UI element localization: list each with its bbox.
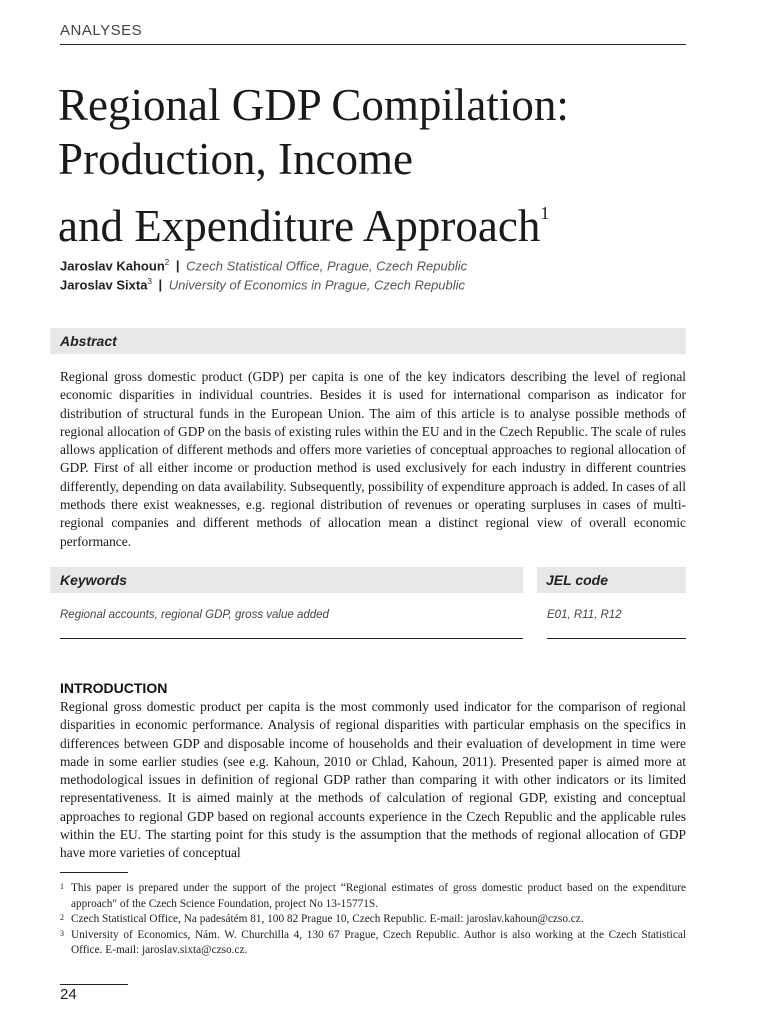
keywords-heading: Keywords bbox=[60, 572, 127, 588]
page-number-rule bbox=[60, 984, 128, 985]
footnote bbox=[60, 928, 686, 959]
title-line-1: Regional GDP Compilation: bbox=[58, 80, 569, 130]
keywords-value: Regional accounts, regional GDP, gross value added bbox=[60, 609, 329, 621]
footnote-number: 2 bbox=[60, 913, 64, 922]
footnote bbox=[60, 912, 686, 928]
abstract-text: Regional gross domestic product (GDP) per capita is one of the key indicators describing the level of regional economic disparities in individual countries. Besides it is used for international comparison as indicator for distribution of structural funds in the European Union. The aim of this article is to analyse possible methods of regional allocation of GDP on the basis of existing rules within the EU and in the Czech Republic. The scale of rules allows application of different methods and offers more varieties of conceptual approaches to regional allocation of GDP. First of all either income or production method is used exclusively for each industry in different countries differently, depending on data availability. Subsequently, possibility of expenditure approach is added. In cases of all methods there exist weaknesses, e.g. regional distribution of revenues or operating surpluses in cases of multi-regional companies and different methods of allocation mean a distinct regional view of overall economic performance. bbox=[60, 369, 686, 549]
footnote-number: 3 bbox=[60, 928, 64, 938]
section-label: ANALYSES bbox=[60, 22, 143, 39]
footnote-rule bbox=[60, 872, 128, 873]
author-affiliation: Czech Statistical Office, Prague, Czech Republic bbox=[186, 258, 468, 274]
page-number: 24 bbox=[60, 986, 77, 1003]
author-line bbox=[60, 277, 465, 292]
jel-heading-bar bbox=[537, 567, 686, 593]
introduction-text: Regional gross domestic product per capita is the most commonly used indicator for the comparison of regional disparities in economic performance. Analysis of regional disparities with particular emphasis on the specifics in differences between GDP and disposable income of households and their evaluation of development in time were made in some earlier studies (see e.g. Kahoun, 2010 or Chlad, Kahoun, 2011). Presented paper is aimed more at methodological issues in definition of regional GDP rather than comparing it with other indicators or its limited representativeness. It is aimed mainly at the methods of calculation of regional GDP, existing and conceptual approaches to regional GDP based on regional accounts experience in the Czech Republic and the applicable rules within the EU. The starting point for this study is the assumption that the methods of regional allocation of GDP have more varieties of conceptual bbox=[60, 699, 686, 861]
author-footnote-mark: 3 bbox=[147, 277, 152, 286]
title-line-2: Production, Income bbox=[58, 134, 413, 184]
jel-heading: JEL code bbox=[546, 572, 608, 588]
author-separator: | bbox=[175, 258, 180, 274]
abstract-heading-bar bbox=[50, 328, 686, 354]
article-title bbox=[58, 78, 698, 253]
header-rule bbox=[60, 44, 686, 45]
footnote-text: Czech Statistical Office, Na padesátém 81, 100 82 Prague 10, Czech Republic. E-mail: jaroslav.kahoun@czso.cz. bbox=[71, 913, 584, 925]
author-affiliation: University of Economics in Prague, Czech Republic bbox=[168, 277, 466, 293]
jel-value: E01, R11, R12 bbox=[547, 609, 622, 621]
introduction-heading: INTRODUCTION bbox=[60, 680, 168, 696]
footnote-text: This paper is prepared under the support of the project “Regional estimates of gross domestic product based on the expenditure approach" of the Czech Science Foundation, project No 13-15771S. bbox=[71, 882, 686, 910]
title-line-3: and Expenditure Approach$^1$ bbox=[58, 201, 550, 251]
footnotes bbox=[60, 881, 686, 959]
author-name: Jaroslav Sixta bbox=[60, 277, 148, 293]
footnote bbox=[60, 881, 686, 912]
author-name: Jaroslav Kahoun bbox=[60, 258, 165, 274]
keywords-heading-bar bbox=[50, 567, 523, 593]
abstract-heading: Abstract bbox=[60, 333, 117, 349]
author-separator: | bbox=[158, 277, 163, 293]
footnote-text: University of Economics, Nám. W. Churchilla 4, 130 67 Prague, Czech Republic. Author is also working at the Czech Statistical Office. E-mail: jaroslav.sixta@czso.cz. bbox=[71, 928, 686, 956]
keywords-rule bbox=[60, 638, 523, 639]
author-line bbox=[60, 258, 467, 273]
title-footnote-mark: 1 bbox=[540, 203, 550, 223]
jel-rule bbox=[547, 638, 686, 639]
author-footnote-mark: 2 bbox=[164, 258, 170, 267]
footnote-number: 1 bbox=[60, 882, 64, 891]
